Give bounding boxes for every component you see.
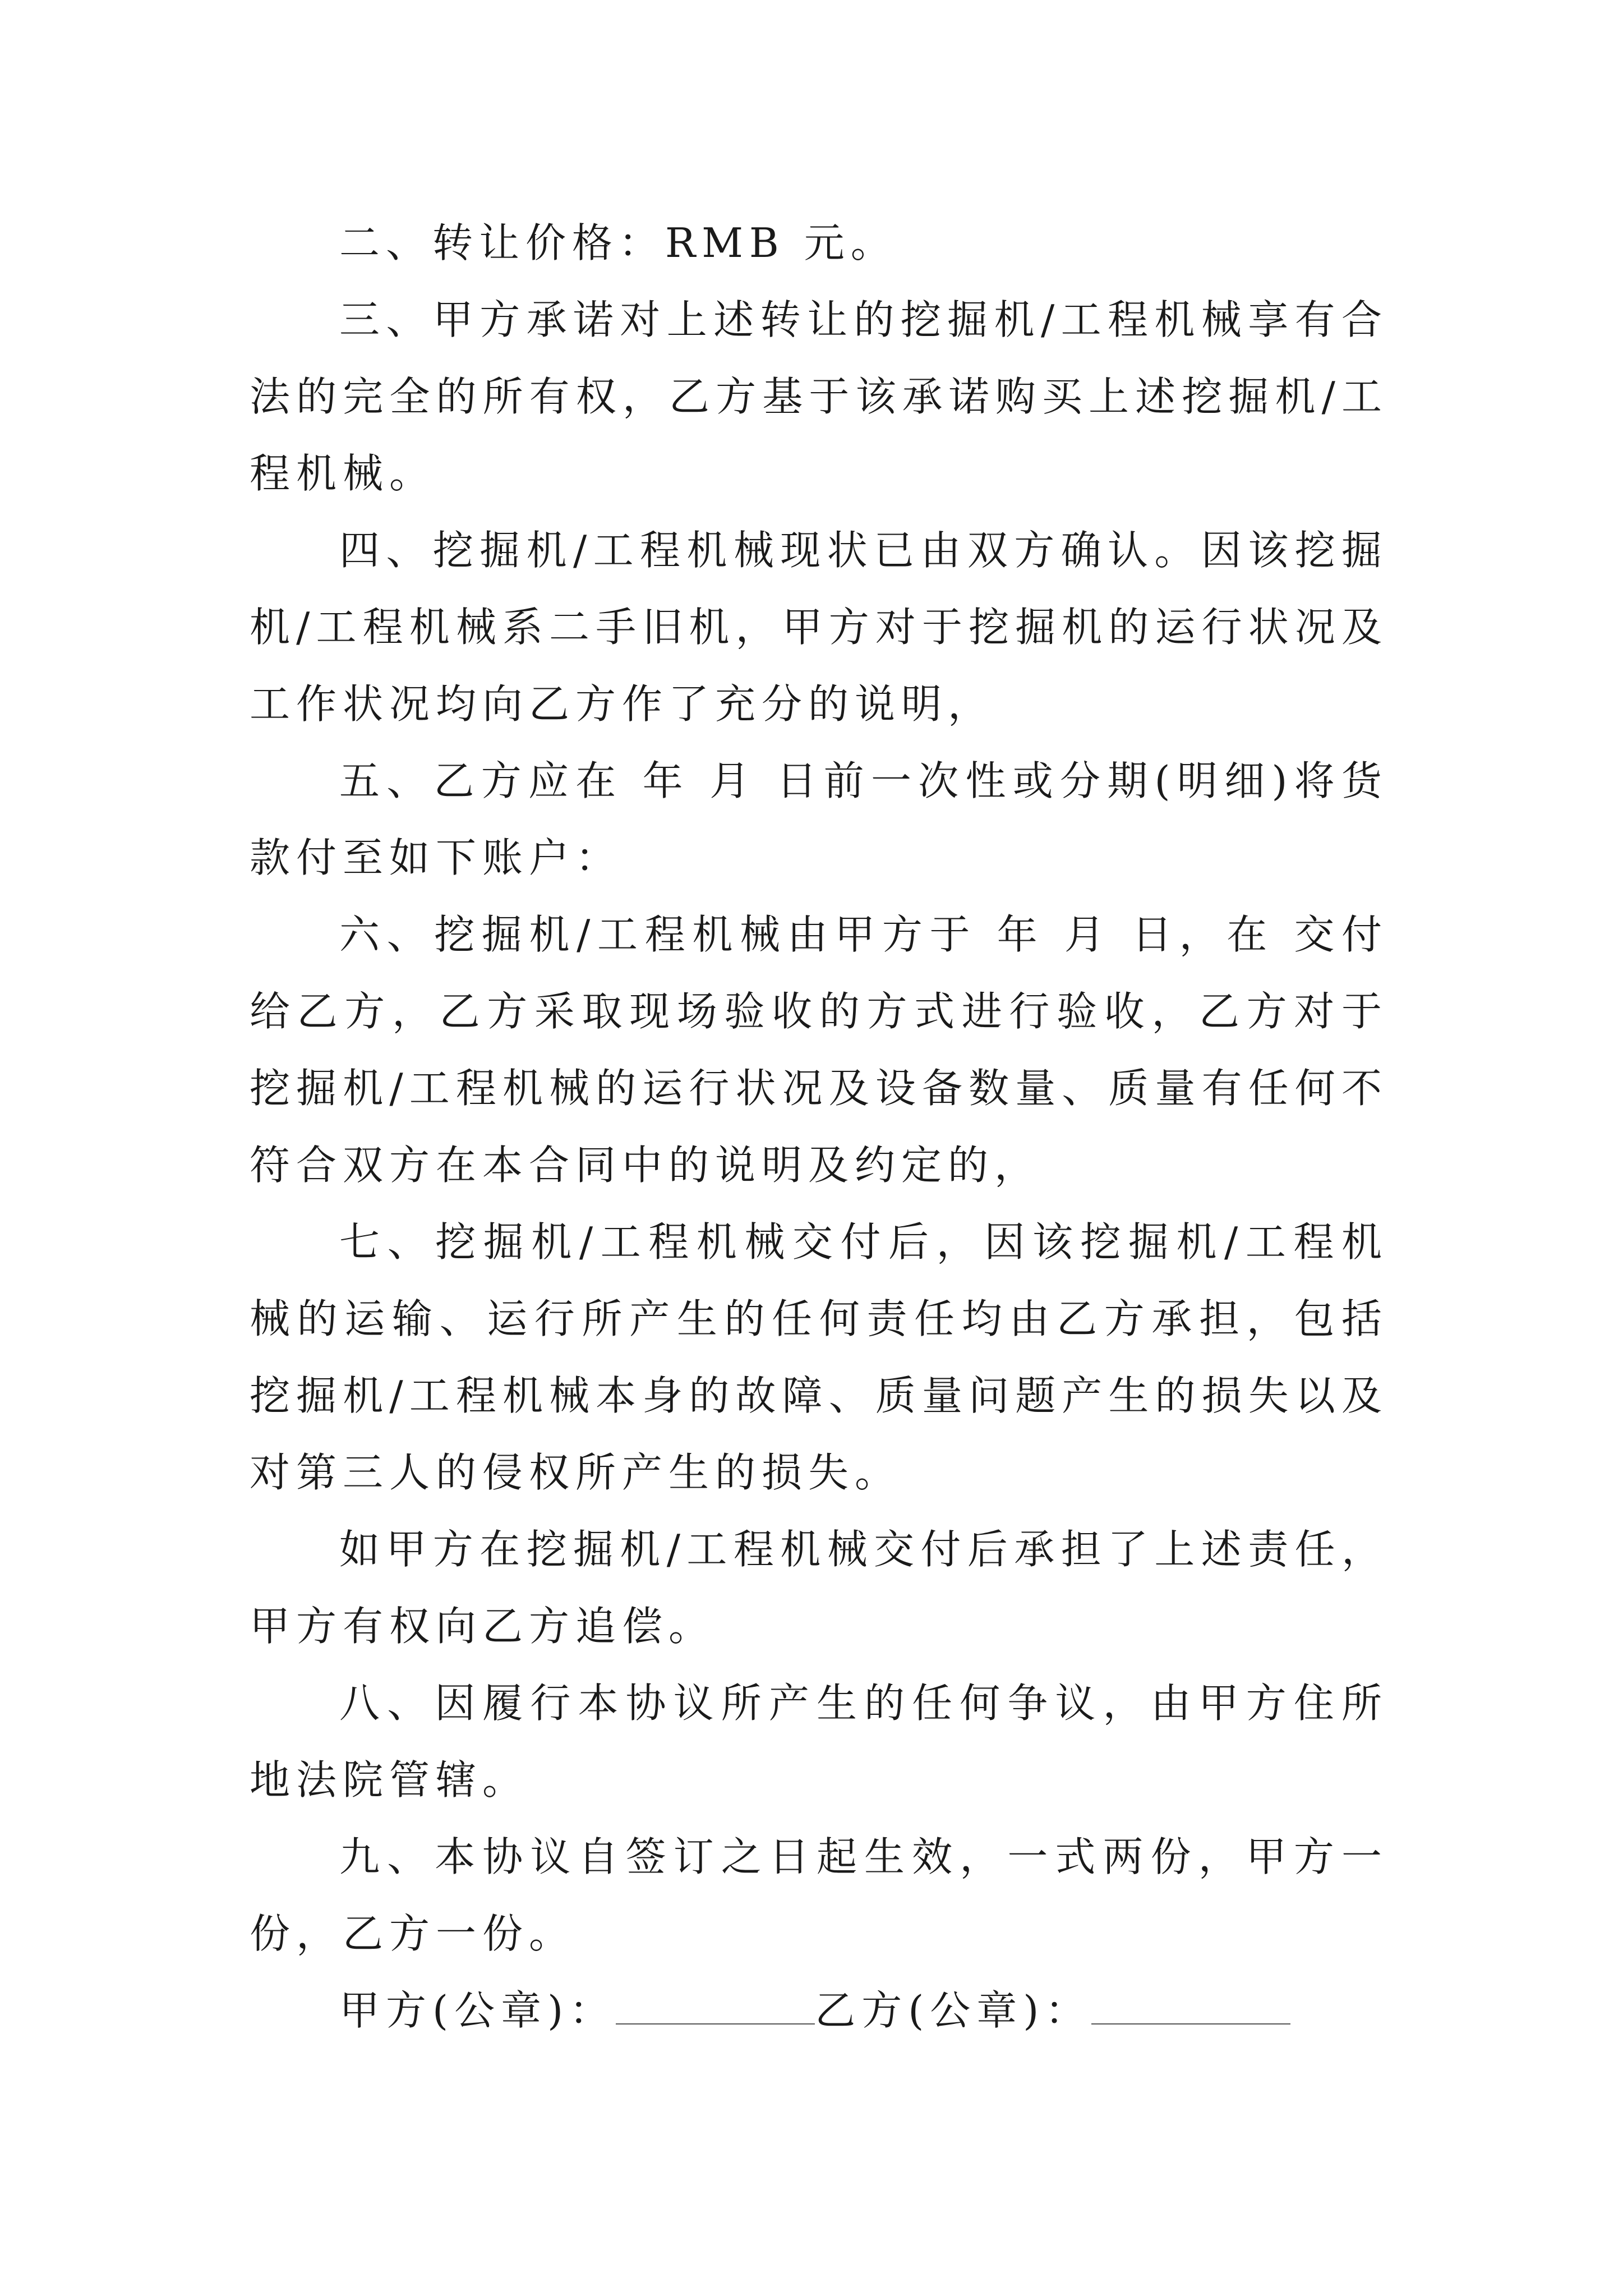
clause-recourse: 如甲方在挖掘机/工程机械交付后承担了上述责任，甲方有权向乙方追偿。 [250,1526,1388,1650]
clause-effective: 九、本协议自签订之日起生效，一式两份，甲方一份，乙方一份。 [250,1833,1388,1957]
clause-condition: 四、挖掘机/工程机械现状已由双方确认。因该挖掘机/工程机械系二手旧机，甲方对于挖掘机的运行状况及工作状况均向乙方作了充分的说明， [250,527,1388,728]
clause-delivery: 六、挖掘机/工程机械由甲方于 年 月 日，在 交付给乙方，乙方采取现场验收的方式进行验收，乙方对于挖掘机/工程机械的运行状况及设备数量、质量有任何不符合双方在本合同中的说明及约定的， [250,911,1388,1189]
contract-body [250,205,1388,2049]
clause-ownership: 三、甲方承诺对上述转让的挖掘机/工程机械享有合法的完全的所有权，乙方基于该承诺购买上述挖掘机/工程机械。 [250,296,1388,497]
party-a-signature-line [616,1990,815,2024]
party-a-seal-label: 甲方(公章)： [339,1987,616,2034]
clause-payment: 五、乙方应在 年 月 日前一次性或分期(明细)将货款付至如下账户： [250,757,1388,881]
signature-row [250,1972,1388,2049]
clause-price: 二、转让价格：RMB 元。 [339,219,897,266]
party-b-signature-line [1091,1990,1290,2024]
party-b-seal-label: 乙方(公章)： [815,1987,1092,2034]
clause-jurisdiction: 八、因履行本协议所产生的任何争议，由甲方住所地法院管辖。 [250,1680,1388,1803]
clause-liability: 七、挖掘机/工程机械交付后，因该挖掘机/工程机械的运输、运行所产生的任何责任均由乙方承担，包括挖掘机/工程机械本身的故障、质量问题产生的损失以及对第三人的侵权所产生的损失。 [250,1218,1388,1496]
